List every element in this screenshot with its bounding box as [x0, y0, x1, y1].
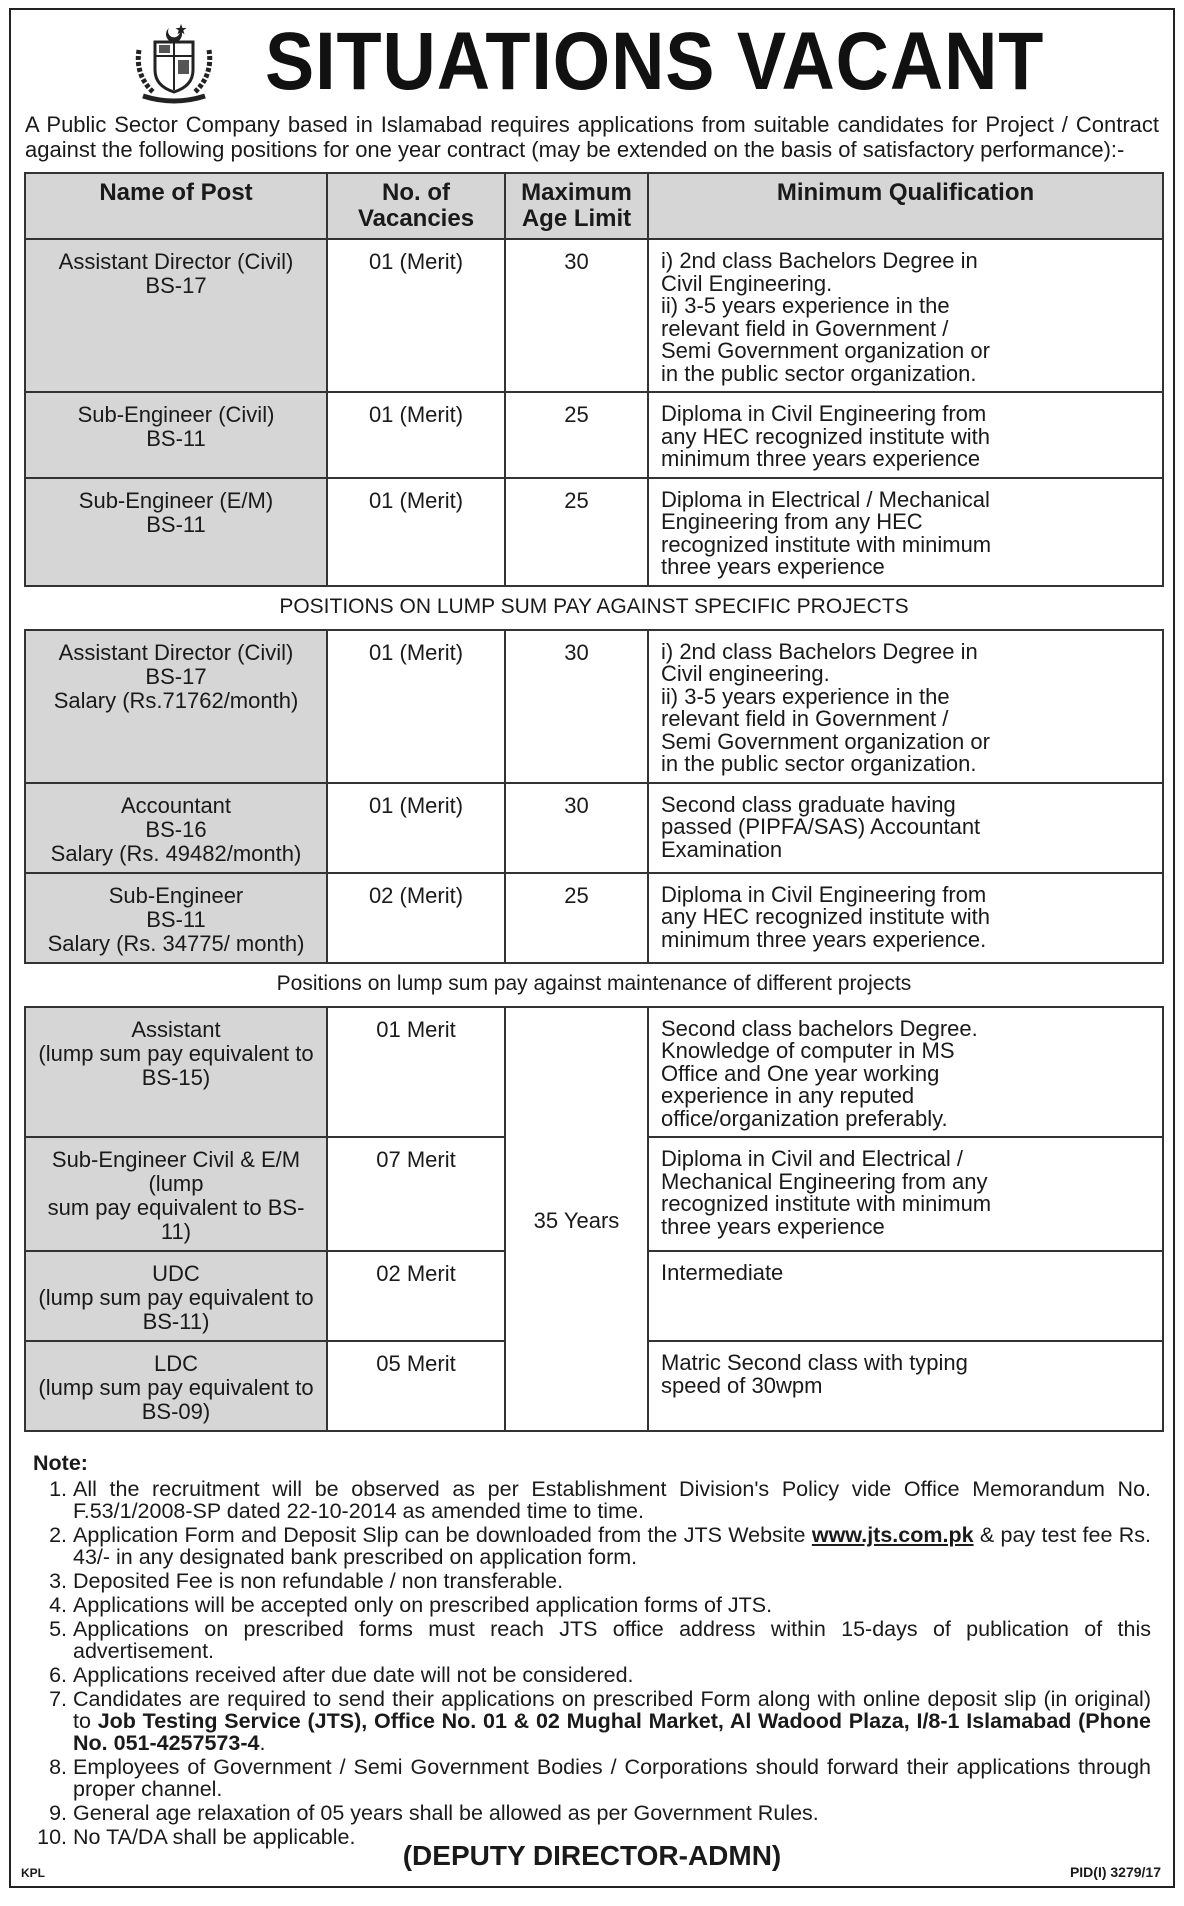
- note-item: 2. Application Form and Deposit Slip can be downloaded from the JTS Website www.jts.com.pk & pay test fee Rs. 43/- in any designated bank prescribed on application form.: [73, 1524, 1151, 1568]
- page-title: SITUATIONS VACANT: [265, 16, 1045, 107]
- post-name-line: Sub-Engineer (E/M): [78, 487, 274, 513]
- section-heading-row: [25, 586, 1163, 630]
- qualification: [648, 1341, 1163, 1431]
- post-name: [25, 1137, 327, 1251]
- post-name: [25, 1341, 327, 1431]
- post-name-line: sum pay equivalent to BS-11): [47, 1195, 305, 1244]
- vacancies: 01 (Merit): [327, 783, 505, 873]
- post-name: [25, 630, 327, 783]
- government-emblem-icon: [129, 20, 219, 106]
- vacancies: 07 Merit: [327, 1137, 505, 1251]
- qualification-line: recognized institute with minimum: [661, 531, 992, 557]
- group-lump-sum-maintenance: [25, 1007, 1163, 1432]
- vacancies: 02 Merit: [327, 1251, 505, 1341]
- intro-text: A Public Sector Company based in Islamabad requires applications from suitable candidates for Project / Contract against the following positions for one year contract (may be extended on the basis of satisfactory performance):-: [25, 112, 1159, 162]
- table-row: [25, 239, 1163, 392]
- post-name: [25, 239, 327, 392]
- qualification-line: any HEC recognized institute with: [661, 904, 990, 929]
- table-row: [25, 630, 1163, 783]
- qualification-line: Second class bachelors Degree.: [661, 1015, 978, 1041]
- qualification-line: minimum three years experience.: [661, 926, 987, 952]
- qualification: [648, 630, 1163, 783]
- group-regular-posts: [25, 239, 1163, 586]
- vacancies: 01 (Merit): [327, 239, 505, 392]
- pid-number: PID(I) 3279/17: [1069, 1864, 1161, 1880]
- note-item: 4. Applications will be accepted only on prescribed application forms of JTS.: [73, 1594, 1151, 1616]
- qualification-line: i) 2nd class Bachelors Degree in: [661, 248, 978, 273]
- note-item: 9. General age relaxation of 05 years shall be allowed as per Government Rules.: [73, 1802, 1151, 1824]
- post-name-line: (lump sum pay equivalent to: [38, 1040, 314, 1066]
- post-name-line: BS-09): [141, 1399, 211, 1424]
- vacancies: 01 Merit: [327, 1007, 505, 1138]
- advertisement-page: [9, 8, 1175, 1888]
- post-name-line: Assistant Director (Civil): [58, 639, 294, 665]
- note-item: 7. Candidates are required to send their applications on prescribed Form along with online deposit slip (in original) to Job Testing Service (JTS), Office No. 01 & 02 Mughal Market, Al Wadood Plaza, I/8-1 Islamabad (Phone No. 051-4257573-4.: [73, 1688, 1151, 1754]
- qualification-line: three years experience: [661, 554, 885, 579]
- qualification-line: passed (PIPFA/SAS) Accountant: [661, 814, 981, 839]
- qualification-line: Matric Second class with typing: [661, 1350, 968, 1375]
- column-header-age: Maximum Age Limit: [505, 173, 648, 239]
- qualification: [648, 1007, 1163, 1138]
- post-name-line: LDC: [153, 1351, 198, 1376]
- table-row: [25, 783, 1163, 873]
- qualification-line: Semi Government organization or: [661, 728, 990, 754]
- qualification-line: Diploma in Civil Engineering from: [661, 401, 987, 426]
- post-name-line: (lump sum pay equivalent to: [38, 1285, 314, 1310]
- vacancies: 01 (Merit): [327, 478, 505, 586]
- table-row: [25, 873, 1163, 963]
- header: [11, 10, 1173, 110]
- note-item: 10. No TA/DA shall be applicable.: [73, 1826, 1151, 1848]
- section-heading-maintenance: Positions on lump sum pay against maintenance of different projects: [25, 963, 1163, 1007]
- post-name-line: Accountant: [120, 792, 232, 818]
- qualification: [648, 1137, 1163, 1251]
- qualification-line: Intermediate: [661, 1260, 784, 1285]
- note-item: 3. Deposited Fee is non refundable / non transferable.: [73, 1570, 1151, 1592]
- post-name-line: Sub-Engineer: [108, 882, 244, 908]
- qualification: [648, 1251, 1163, 1341]
- post-name: [25, 783, 327, 873]
- post-name-line: (lump sum pay equivalent to: [38, 1375, 314, 1400]
- vacancies: 02 (Merit): [327, 873, 505, 963]
- table-row: [25, 392, 1163, 478]
- qualification: [648, 392, 1163, 478]
- qualification-line: speed of 30wpm: [661, 1372, 823, 1398]
- qualification-line: recognized institute with minimum: [661, 1191, 992, 1216]
- jts-address: Job Testing Service (JTS), Office No. 01 & 02 Mughal Market, Al Wadood Plaza, I/8-1 Islamabad (Phone No. 051-4257573-4: [73, 1709, 1152, 1755]
- post-name-line: BS-15): [141, 1064, 211, 1090]
- qualification-line: Office and One year working: [661, 1060, 940, 1086]
- notes-list: [33, 1478, 1151, 1848]
- qualification-line: i) 2nd class Bachelors Degree in: [661, 638, 978, 664]
- group-lump-sum-specific-projects: [25, 630, 1163, 963]
- section-heading-specific-projects: POSITIONS ON LUMP SUM PAY AGAINST SPECIFIC PROJECTS: [25, 586, 1163, 630]
- age-limit: 25: [505, 392, 648, 478]
- website-link[interactable]: www.jts.com.pk: [811, 1523, 974, 1547]
- age-limit: 25: [505, 873, 648, 963]
- post-name: [25, 1007, 327, 1138]
- qualification-line: Civil Engineering.: [661, 270, 833, 296]
- post-name-line: BS-17: [145, 663, 207, 689]
- qualification-line: Second class graduate having: [661, 791, 956, 817]
- qualification-line: Engineering from any HEC: [661, 509, 923, 534]
- qualification-line: Civil engineering.: [661, 661, 830, 686]
- qualification-line: any HEC recognized institute with: [661, 423, 990, 449]
- post-name-line: Salary (Rs. 49482/month): [50, 840, 302, 866]
- note-item: 1. All the recruitment will be observed as per Establishment Division's Policy vide Office Memorandum No. F.53/1/2008-SP dated 22-10-2014 as amended time to time.: [73, 1478, 1151, 1522]
- qualification-line: Semi Government organization or: [661, 338, 990, 363]
- post-name-line: BS-11: [146, 426, 206, 451]
- age-limit: 30: [505, 783, 648, 873]
- qualification: [648, 478, 1163, 586]
- post-name-line: BS-17: [145, 273, 207, 298]
- age-limit: 30: [505, 239, 648, 392]
- signatory: (DEPUTY DIRECTOR-ADMN): [402, 1840, 782, 1871]
- vacancies: 01 (Merit): [327, 630, 505, 783]
- post-name-line: BS-11: [146, 511, 206, 537]
- post-name-line: Sub-Engineer Civil & E/M (lump: [51, 1147, 301, 1196]
- positions-table: [24, 172, 1164, 1432]
- qualification-line: in the public sector organization.: [661, 751, 977, 776]
- agency-code: KPL: [21, 1866, 45, 1880]
- qualification: [648, 239, 1163, 392]
- post-name-line: Salary (Rs. 34775/ month): [47, 930, 305, 956]
- footer: [11, 1842, 1173, 1886]
- note-item: 5. Applications on prescribed forms must reach JTS office address within 15-days of publication of this advertisement.: [73, 1618, 1151, 1662]
- qualification: [648, 783, 1163, 873]
- qualification: [648, 873, 1163, 963]
- qualification-line: Mechanical Engineering from any: [661, 1168, 988, 1194]
- qualification-line: Examination: [661, 836, 783, 862]
- notes-section: [33, 1452, 1151, 1848]
- qualification-line: relevant field in Government /: [661, 315, 949, 341]
- post-name: [25, 1251, 327, 1341]
- column-header-qualification: Minimum Qualification: [648, 173, 1163, 239]
- post-name-line: Assistant Director (Civil): [58, 249, 294, 274]
- qualification-line: office/organization preferably.: [661, 1105, 948, 1131]
- qualification-line: in the public sector organization.: [661, 360, 977, 386]
- post-name-line: Sub-Engineer (Civil): [77, 402, 275, 427]
- column-header-vacancies: No. of Vacancies: [327, 173, 505, 239]
- post-name-line: BS-11: [146, 906, 206, 932]
- table-row: [25, 1007, 1163, 1138]
- qualification-line: three years experience: [661, 1213, 885, 1239]
- post-name: [25, 392, 327, 478]
- notes-title: Note:: [33, 1451, 88, 1475]
- qualification-line: Diploma in Civil and Electrical /: [661, 1146, 963, 1171]
- column-header-name: Name of Post: [25, 173, 327, 239]
- qualification-line: Knowledge of computer in MS: [661, 1038, 955, 1063]
- vacancies: 01 (Merit): [327, 392, 505, 478]
- qualification-line: ii) 3-5 years experience in the: [661, 293, 950, 318]
- note-item: 8. Employees of Government / Semi Government Bodies / Corporations should forward their applications through proper channel.: [73, 1756, 1151, 1800]
- qualification-line: Diploma in Electrical / Mechanical: [661, 486, 990, 512]
- age-limit: 25: [505, 478, 648, 586]
- age-limit-shared: 35 Years: [505, 1007, 648, 1432]
- post-name-line: BS-16: [145, 816, 207, 842]
- qualification-line: ii) 3-5 years experience in the: [661, 683, 950, 709]
- section-heading-row: [25, 963, 1163, 1007]
- post-name-line: UDC: [152, 1261, 200, 1286]
- post-name: [25, 478, 327, 586]
- qualification-line: minimum three years experience: [661, 446, 981, 471]
- note-item: 6. Applications received after due date will not be considered.: [73, 1664, 1151, 1686]
- qualification-line: Diploma in Civil Engineering from: [661, 881, 987, 907]
- table-header-row: [25, 173, 1163, 239]
- post-name-line: Salary (Rs.71762/month): [53, 687, 299, 713]
- table-row: [25, 478, 1163, 586]
- post-name-line: Assistant: [131, 1016, 221, 1042]
- qualification-line: experience in any reputed: [661, 1083, 915, 1108]
- vacancies: 05 Merit: [327, 1341, 505, 1431]
- qualification-line: relevant field in Government /: [661, 706, 949, 731]
- post-name: [25, 873, 327, 963]
- age-limit: 30: [505, 630, 648, 783]
- post-name-line: BS-11): [142, 1309, 210, 1334]
